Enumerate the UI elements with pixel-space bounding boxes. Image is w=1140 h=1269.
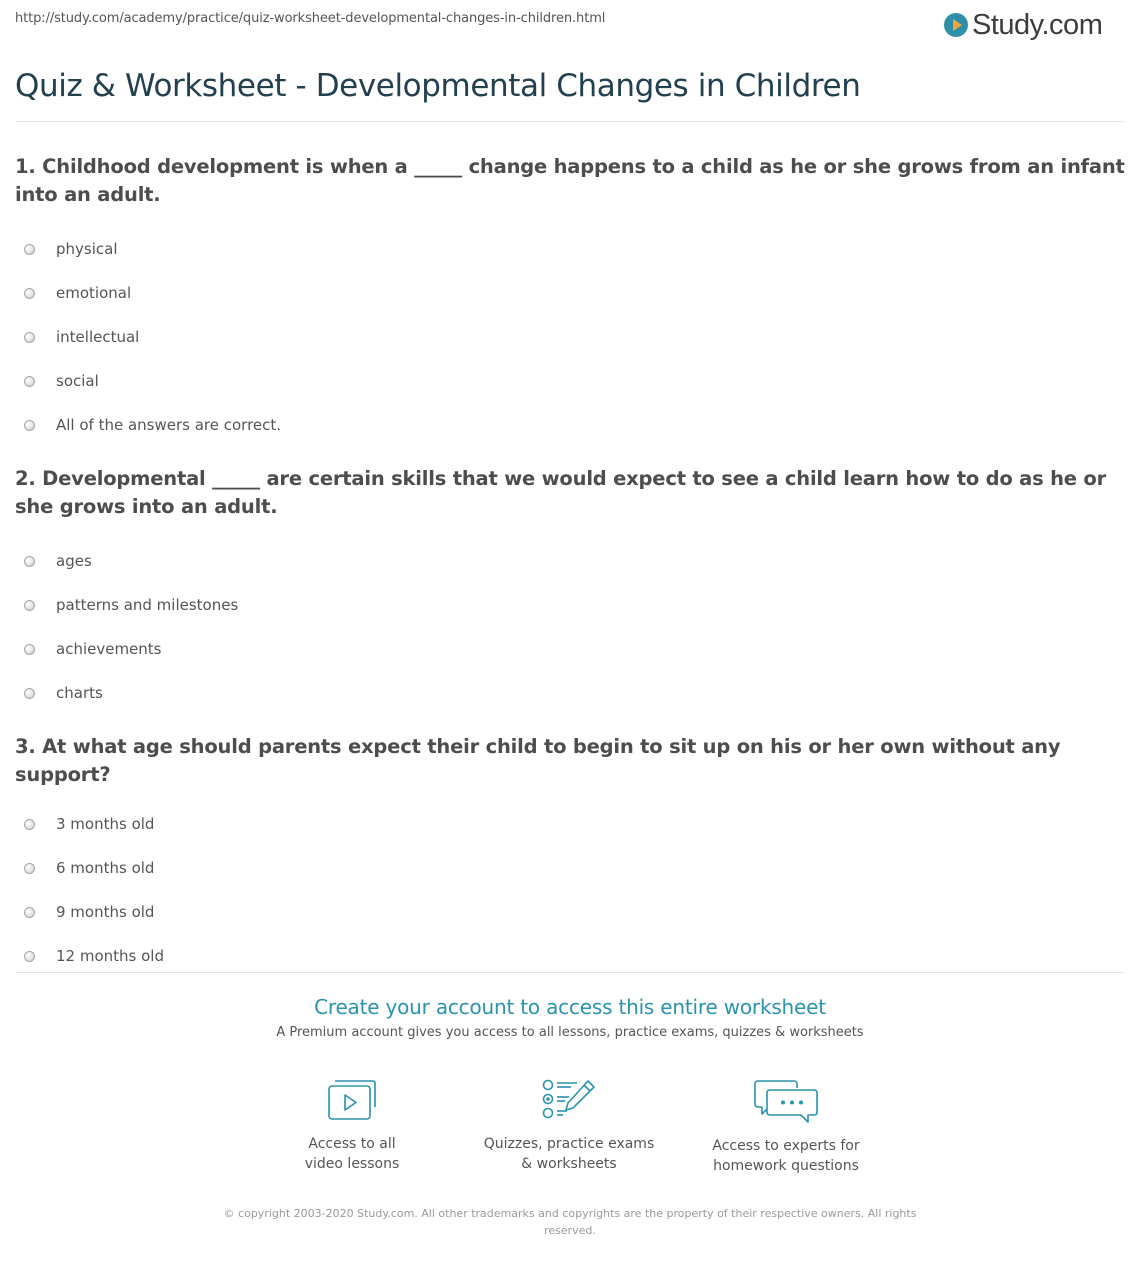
- answer-option[interactable]: [15, 227, 1125, 271]
- play-circle-logo-icon: [944, 13, 968, 37]
- radio-button[interactable]: [24, 951, 35, 962]
- answer-option[interactable]: [15, 315, 1125, 359]
- copyright-footer: © copyright 2003-2020 Study.com. All other trademarks and copyrights are the property of their respective owners. All rights reserved.: [223, 1207, 917, 1237]
- feature-label-line2: video lessons: [304, 1156, 400, 1172]
- option-label: social: [56, 372, 99, 390]
- study-logo[interactable]: [944, 7, 1102, 43]
- feature-quizzes: [469, 1078, 669, 1174]
- radio-button[interactable]: [24, 863, 35, 874]
- radio-button[interactable]: [24, 644, 35, 655]
- feature-video-lessons: [252, 1078, 452, 1174]
- radio-button[interactable]: [24, 288, 35, 299]
- feature-label-line2: & worksheets: [521, 1156, 617, 1172]
- answer-option[interactable]: [15, 403, 1125, 447]
- radio-button[interactable]: [24, 332, 35, 343]
- create-account-link[interactable]: Create your account to access this entire worksheet: [314, 995, 826, 1019]
- option-label: 12 months old: [56, 947, 164, 965]
- option-label: All of the answers are correct.: [56, 416, 282, 434]
- answer-options: [15, 539, 1125, 715]
- cta-divider: [15, 972, 1125, 973]
- quiz-checklist-icon: [541, 1078, 597, 1122]
- radio-button[interactable]: [24, 420, 35, 431]
- radio-button[interactable]: [24, 556, 35, 567]
- answer-option[interactable]: [15, 671, 1125, 715]
- question-text: 1. Childhood development is when a _____ change happens to a child as he or she grows from an infant into an adult.: [15, 155, 1125, 206]
- question-1: [15, 153, 1125, 447]
- feature-label-line1: Quizzes, practice exams: [483, 1136, 655, 1152]
- radio-button[interactable]: [24, 819, 35, 830]
- chat-bubbles-icon: [754, 1078, 818, 1124]
- option-label: ages: [56, 552, 92, 570]
- radio-button[interactable]: [24, 907, 35, 918]
- video-lessons-icon: [326, 1078, 378, 1122]
- page-url: http://study.com/academy/practice/quiz-worksheet-developmental-changes-in-children.html: [15, 11, 606, 26]
- question-2: [15, 465, 1125, 715]
- title-divider: [15, 121, 1125, 122]
- answer-option[interactable]: [15, 539, 1125, 583]
- option-label: intellectual: [56, 328, 140, 346]
- feature-label-line1: Access to experts for: [712, 1138, 860, 1154]
- question-3: [15, 733, 1125, 978]
- radio-button[interactable]: [24, 600, 35, 611]
- feature-label-line1: Access to all: [308, 1136, 396, 1152]
- answer-option[interactable]: [15, 802, 1125, 846]
- answer-option[interactable]: [15, 890, 1125, 934]
- answer-options: [15, 802, 1125, 978]
- option-label: physical: [56, 240, 118, 258]
- option-label: 3 months old: [56, 815, 155, 833]
- option-label: achievements: [56, 640, 162, 658]
- answer-option[interactable]: [15, 627, 1125, 671]
- answer-option[interactable]: [15, 271, 1125, 315]
- question-text: 2. Developmental _____ are certain skills that we would expect to see a child learn how to do as he or she grows into an adult.: [15, 467, 1107, 518]
- feature-experts: [686, 1078, 886, 1176]
- feature-label-line2: homework questions: [713, 1158, 859, 1174]
- option-label: patterns and milestones: [56, 596, 239, 614]
- answer-option[interactable]: [15, 359, 1125, 403]
- answer-option[interactable]: [15, 846, 1125, 890]
- question-text: 3. At what age should parents expect their child to begin to sit up on his or her own without any support?: [15, 735, 1061, 786]
- premium-description: A Premium account gives you access to all lessons, practice exams, quizzes & worksheets: [276, 1025, 864, 1040]
- option-label: 9 months old: [56, 903, 155, 921]
- answer-options: [15, 227, 1125, 447]
- answer-option[interactable]: [15, 583, 1125, 627]
- option-label: 6 months old: [56, 859, 155, 877]
- radio-button[interactable]: [24, 376, 35, 387]
- radio-button[interactable]: [24, 688, 35, 699]
- option-label: emotional: [56, 284, 132, 302]
- page-title: Quiz & Worksheet - Developmental Changes in Children: [15, 68, 861, 104]
- logo-text: Study.com: [972, 8, 1103, 41]
- option-label: charts: [56, 684, 103, 702]
- radio-button[interactable]: [24, 244, 35, 255]
